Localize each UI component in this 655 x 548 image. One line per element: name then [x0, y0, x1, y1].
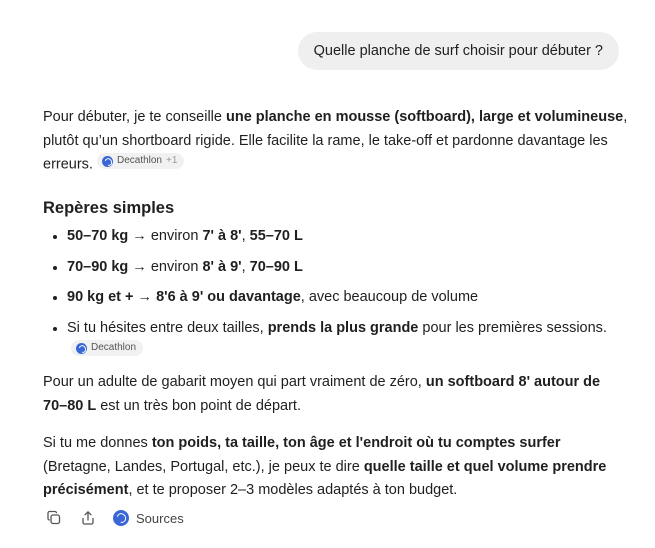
bullet-weight: 90 kg et +	[67, 289, 134, 305]
para2-text-2: est un très bon point de départ.	[96, 397, 301, 414]
para2-bold-1: un softboard 8' autour de 70–80 L	[43, 374, 601, 414]
section-heading: Repères simples	[43, 199, 175, 217]
bullet-volume: 70–90 L	[249, 258, 303, 275]
para3-text-1: Si tu me donnes	[43, 435, 152, 451]
bullet-text: →	[133, 289, 157, 305]
intro-bold-1: une planche en mousse (softboard), large et volumineuse	[225, 109, 624, 125]
para2-text-1: Pour un adulte de gabarit moyen qui part vraiment de zéro,	[43, 374, 426, 390]
para3-bold-1: ton poids, ta taille, ton âge et l'endroit où tu comptes surfer	[151, 435, 561, 451]
intro-text-1: Pour débuter, je te conseille	[43, 109, 226, 125]
copy-icon[interactable]	[45, 509, 63, 527]
bullet-length: 8'6 à 9' ou davantage	[156, 289, 301, 305]
assistant-answer	[43, 106, 628, 503]
citation-source-label: Decathlon	[116, 155, 162, 166]
size-guide-list	[43, 225, 628, 364]
bullet-text: → environ	[128, 258, 203, 275]
bullet-separator: ,	[241, 228, 250, 244]
sources-label: Sources	[136, 510, 184, 526]
list-item	[67, 286, 628, 310]
bullet-bold: prends la plus grande	[267, 319, 419, 336]
user-message-row	[298, 32, 619, 70]
answer-actions	[45, 509, 184, 527]
bullet-text-tail: , avec beaucoup de volume	[300, 289, 479, 305]
user-message-bubble: Quelle planche de surf choisir pour débuter ?	[298, 32, 619, 70]
sources-button[interactable]	[113, 510, 184, 526]
decathlon-logo-icon	[76, 343, 87, 354]
citation-source-label: Decathlon	[91, 342, 137, 353]
bullet-text: → environ	[128, 228, 203, 244]
intro-text-2: , plutôt qu’un shortboard rigide. Elle facilite la rame, le take-off et pardonne davantage les erreurs.	[43, 109, 628, 173]
decathlon-logo-icon	[113, 510, 129, 526]
share-icon[interactable]	[79, 509, 97, 527]
decathlon-logo-icon	[102, 156, 113, 167]
citation-chip-decathlon[interactable]	[71, 340, 143, 356]
bullet-length: 7' à 8'	[202, 228, 242, 244]
answer-intro	[43, 106, 628, 177]
bullet-weight: 70–90 kg	[67, 258, 129, 275]
para3-bold-2: quelle taille et quel volume prendre précisément	[43, 458, 607, 498]
citation-more-count: +1	[166, 155, 178, 166]
list-item	[67, 256, 628, 280]
bullet-text: Si tu hésites entre deux tailles,	[67, 319, 268, 336]
bullet-weight: 50–70 kg	[67, 228, 129, 244]
answer-paragraph-2	[43, 371, 628, 418]
answer-paragraph-3	[43, 432, 628, 503]
list-item	[67, 225, 628, 249]
citation-chip-decathlon[interactable]	[97, 153, 184, 169]
bullet-text-tail: pour les premières sessions.	[418, 319, 607, 336]
bullet-volume: 55–70 L	[249, 228, 303, 244]
para3-text-3: , et te proposer 2–3 modèles adaptés à ton budget.	[128, 482, 458, 498]
para3-text-2: (Bretagne, Landes, Portugal, etc.), je peux te dire	[43, 458, 364, 475]
bullet-separator: ,	[241, 258, 250, 275]
bullet-length: 8' à 9'	[202, 258, 242, 275]
list-item	[67, 317, 628, 365]
